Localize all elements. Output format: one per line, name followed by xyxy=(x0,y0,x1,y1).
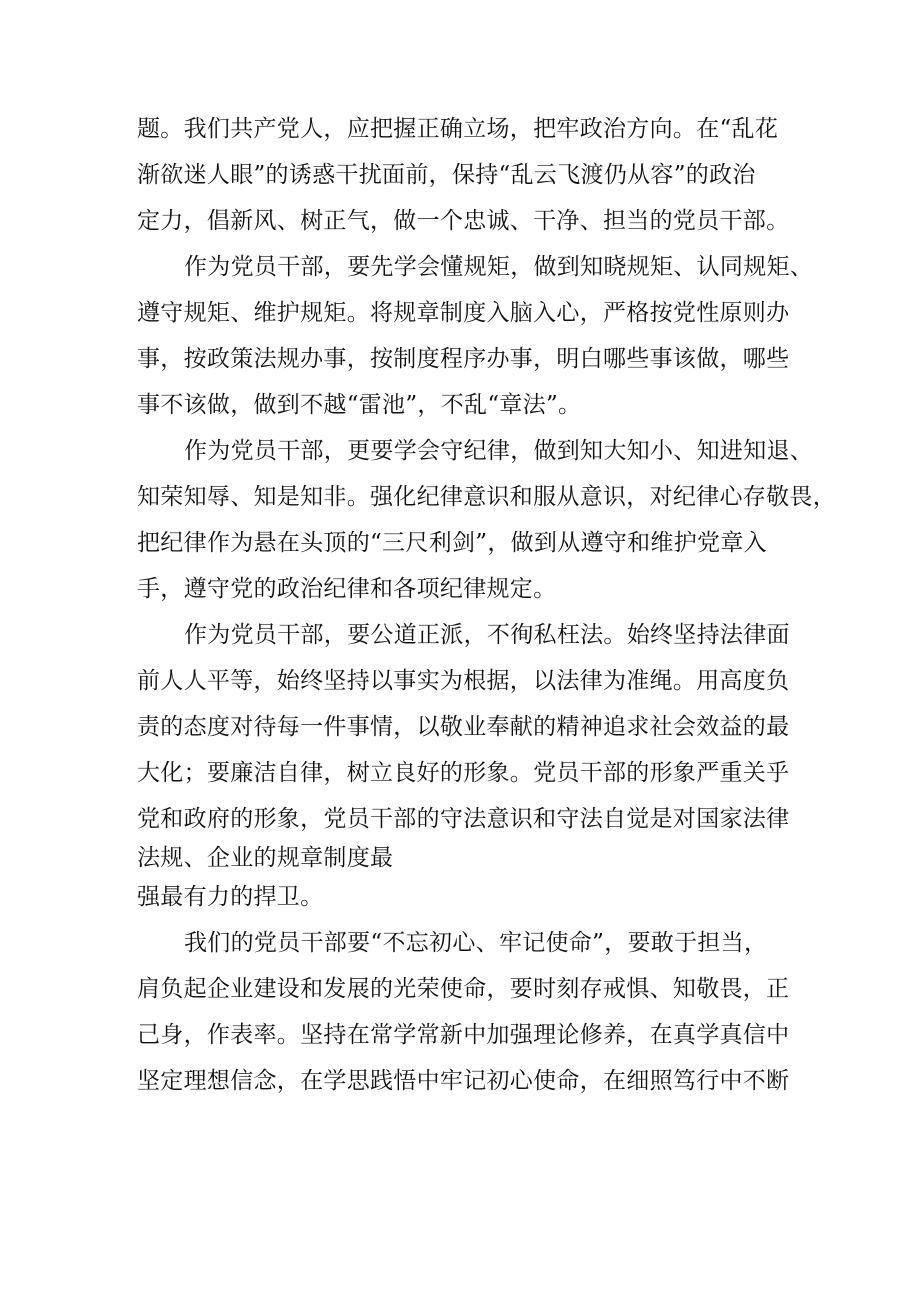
text-line: 作为党员干部，要先学会懂规矩，做到知晓规矩、认同规矩、 xyxy=(184,254,814,280)
text-line: 渐欲迷人眼”的诱惑干扰面前，保持“乱云飞渡仍从容”的政治 xyxy=(137,162,756,188)
text-line: 题。我们共产党人，应把握正确立场，把牢政治方向。在“乱花 xyxy=(137,116,779,142)
text-line: 坚定理想信念，在学思践悟中牢记初心使命，在细照笃行中不断 xyxy=(137,1068,790,1094)
paragraph-5 xyxy=(137,920,792,1104)
text-line: 事不该做，做到不越“雷池”，不乱“章法”。 xyxy=(137,392,582,418)
paragraph-2 xyxy=(137,244,814,428)
text-line: 我们的党员干部要“不忘初心、牢记使命”，要敢于担当， xyxy=(184,930,768,956)
text-line: 作为党员干部，更要学会守纪律，做到知大知小、知进知退、 xyxy=(184,438,814,464)
text-line: 知荣知辱、知是知非。强化纪律意识和服从意识，对纪律心存敬畏， xyxy=(137,484,836,510)
text-line: 手，遵守党的政治纪律和各项纪律规定。 xyxy=(137,576,557,602)
text-line: 大化；要廉洁自律，树立良好的形象。党员干部的形象严重关乎 xyxy=(137,760,790,786)
text-line: 事，按政策法规办事，按制度程序办事，明白哪些事该做，哪些 xyxy=(137,346,790,372)
text-line: 法规、企业的规章制度最 xyxy=(137,845,394,871)
paragraph-4 xyxy=(137,612,792,920)
text-line: 前人人平等，始终坚持以事实为根据，以法律为准绳。用高度负 xyxy=(137,668,790,694)
text-line: 强最有力的捍卫。 xyxy=(137,884,324,910)
text-line: 定力，倡新风、树正气，做一个忠诚、干净、担当的党员干部。 xyxy=(137,208,790,234)
text-line: 责的态度对待每一件事情，以敬业奉献的精神追求社会效益的最 xyxy=(137,714,790,740)
text-line: 党和政府的形象，党员干部的守法意识和守法自觉是对国家法律 xyxy=(137,806,790,832)
paragraph-1 xyxy=(137,106,792,244)
text-line: 遵守规矩、维护规矩。将规章制度入脑入心，严格按党性原则办 xyxy=(137,300,790,326)
text-line: 作为党员干部，要公道正派，不徇私枉法。始终坚持法律面 xyxy=(184,622,790,648)
text-line: 己身，作表率。坚持在常学常新中加强理论修养，在真学真信中 xyxy=(137,1022,790,1048)
text-line: 把纪律作为悬在头顶的“三尺利剑”，做到从遵守和维护党章入 xyxy=(137,530,767,556)
text-line: 肩负起企业建设和发展的光荣使命，要时刻存戒惧、知敬畏，正 xyxy=(137,976,790,1002)
document-body xyxy=(137,106,836,1104)
paragraph-3 xyxy=(137,428,836,612)
